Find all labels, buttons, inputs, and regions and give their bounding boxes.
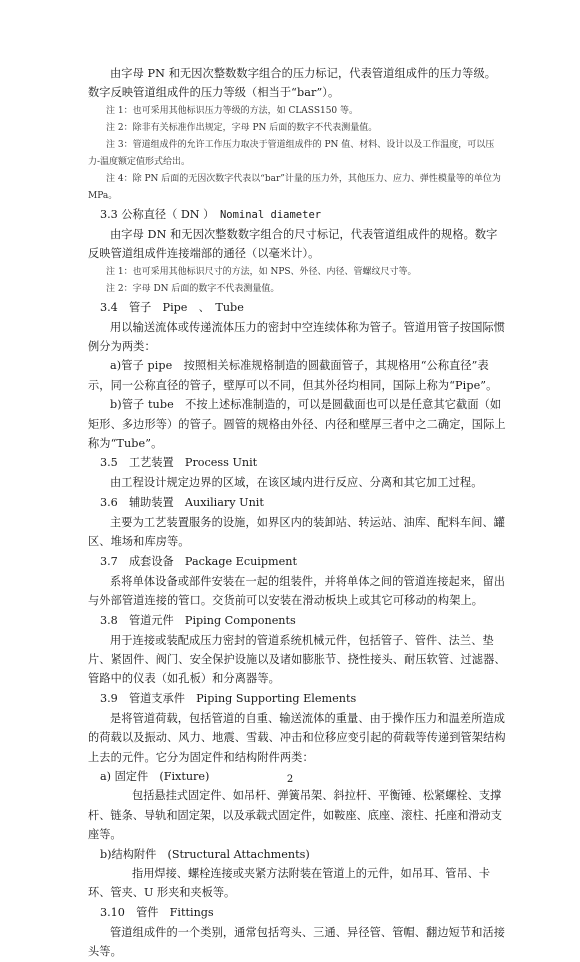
paragraph-fixture: 包括悬挂式固定件、如吊杆、弹簧吊架、斜拉杆、平衡锤、松紧螺栓、支撑杆、链条、导轨和固定架，以及承载式固定件，如鞍座、底座、滚柱、托座和滑动支座等。 (88, 789, 502, 842)
section-heading-3-5: 3.5 工艺装置 Process Unit (100, 456, 258, 470)
section-heading-3-7: 3.7 成套设备 Package Ecuipment (100, 554, 297, 568)
note-pn-4: 注 4：除 PN 后面的无因次数字代表以“bar”计量的压力外，其他压力、应力、弹性模量等的单位为 MPa。 (88, 173, 501, 201)
note-dn-1: 注 1：也可采用其他标识尺寸的方法，如 NPS、外径、内径、管螺纹尺寸等。 (106, 266, 417, 277)
list-item-fixture: a) 固定件 (Fixture) (100, 769, 210, 783)
paragraph-piping-components: 用于连接或装配成压力密封的管道系统机械元件，包括管子、管件、法兰、垫片、紧固件、阀门、安全保护设施以及诸如膨胀节、挠性接头、耐压软管、过滤器、管路中的仪表（如孔板）和分离器等。 (88, 633, 506, 686)
paragraph-fittings: 管道组成件的一个类别，通常包括弯头、三通、异径管、管帽、翻边短节和活接头等。 (88, 925, 506, 959)
paragraph-package-equipment: 系将单体设备或部件安装在一起的组装件，并将单体之间的管道连接起来，留出与外部管道连接的管口。交货前可以安装在滑动板块上或其它可移动的构架上。 (88, 574, 506, 608)
note-pn-3: 注 3：管道组成件的允许工作压力取决于管道组成件的 PN 值、材料、设计以及工作温度，可以压力-温度额定值形式给出。 (88, 139, 495, 167)
section-heading-3-10: 3.10 管件 Fittings (100, 905, 214, 919)
page-number: 2 (286, 774, 294, 785)
section-heading-3-3: 3.3 公称直径（ DN ） Nominal diameter (100, 207, 322, 221)
paragraph-pipe-b: b)管子 tube 不按上述标准制造的，可以是圆截面也可以是任意其它截面（如矩形、多边形等）的管子。圆管的规格由外径、内径和壁厚三者中之二确定，国际上称为“Tube”。 (88, 398, 506, 451)
paragraph-pipe: 用以输送流体或传递流体压力的密封中空连续体称为管子。管道用管子按国际惯例分为两类： (88, 320, 506, 354)
document-body (88, 64, 506, 962)
section-heading-3-8: 3.8 管道元件 Piping Components (100, 613, 296, 627)
paragraph-auxiliary-unit: 主要为工艺装置服务的设施，如界区内的装卸站、转运站、油库、配料车间、罐区、堆场和库房等。 (88, 515, 506, 549)
paragraph-structural-attachments: 指用焊接、螺栓连接或夹紧方法附装在管道上的元件，如吊耳、管吊、卡环、管夹、U 形夹和夹板等。 (88, 866, 491, 900)
paragraph-pn: 由字母 PN 和无因次整数数字组合的压力标记，代表管道组成件的压力等级。数字反映管道组成件的压力等级（相当于“bar”）。 (88, 67, 497, 100)
section-heading-3-6: 3.6 辅助装置 Auxiliary Unit (100, 495, 264, 509)
note-dn-2: 注 2：字母 DN 后面的数字不代表测量值。 (106, 283, 280, 294)
paragraph-process-unit: 由工程设计规定边界的区域，在该区域内进行反应、分离和其它加工过程。 (110, 476, 483, 490)
paragraph-dn: 由字母 DN 和无因次整数数字组合的尺寸标记，代表管道组成件的规格。数字反映管道组成件连接端部的通径（以毫米计）。 (88, 227, 498, 261)
note-pn-1: 注 1：也可采用其他标识压力等级的方法，如 CLASS150 等。 (106, 105, 359, 116)
section-heading-3-4: 3.4 管子 Pipe 、 Tube (100, 300, 244, 314)
list-item-structural-attachments: b)结构附件 (Structural Attachments) (100, 847, 310, 861)
note-pn-2: 注 2：除非有关标准作出规定，字母 PN 后面的数字不代表测量值。 (106, 122, 378, 133)
section-heading-3-9: 3.9 管道支承件 Piping Supporting Elements (100, 691, 357, 705)
paragraph-pipe-a: a)管子 pipe 按照相关标准规格制造的圆截面管子，其规格用“公称直径”表示，同一公称直径的管子，壁厚可以不同，但其外径均相同，国际上称为“Pipe”。 (88, 359, 498, 392)
paragraph-piping-supporting: 是将管道荷载，包括管道的自重、输送流体的重量、由于操作压力和温差所造成的荷载以及振动、风力、地震、雪载、冲击和位移应变引起的荷载等传递到管架结构上去的元件。它分为固定件和结构附件两类： (88, 711, 506, 764)
